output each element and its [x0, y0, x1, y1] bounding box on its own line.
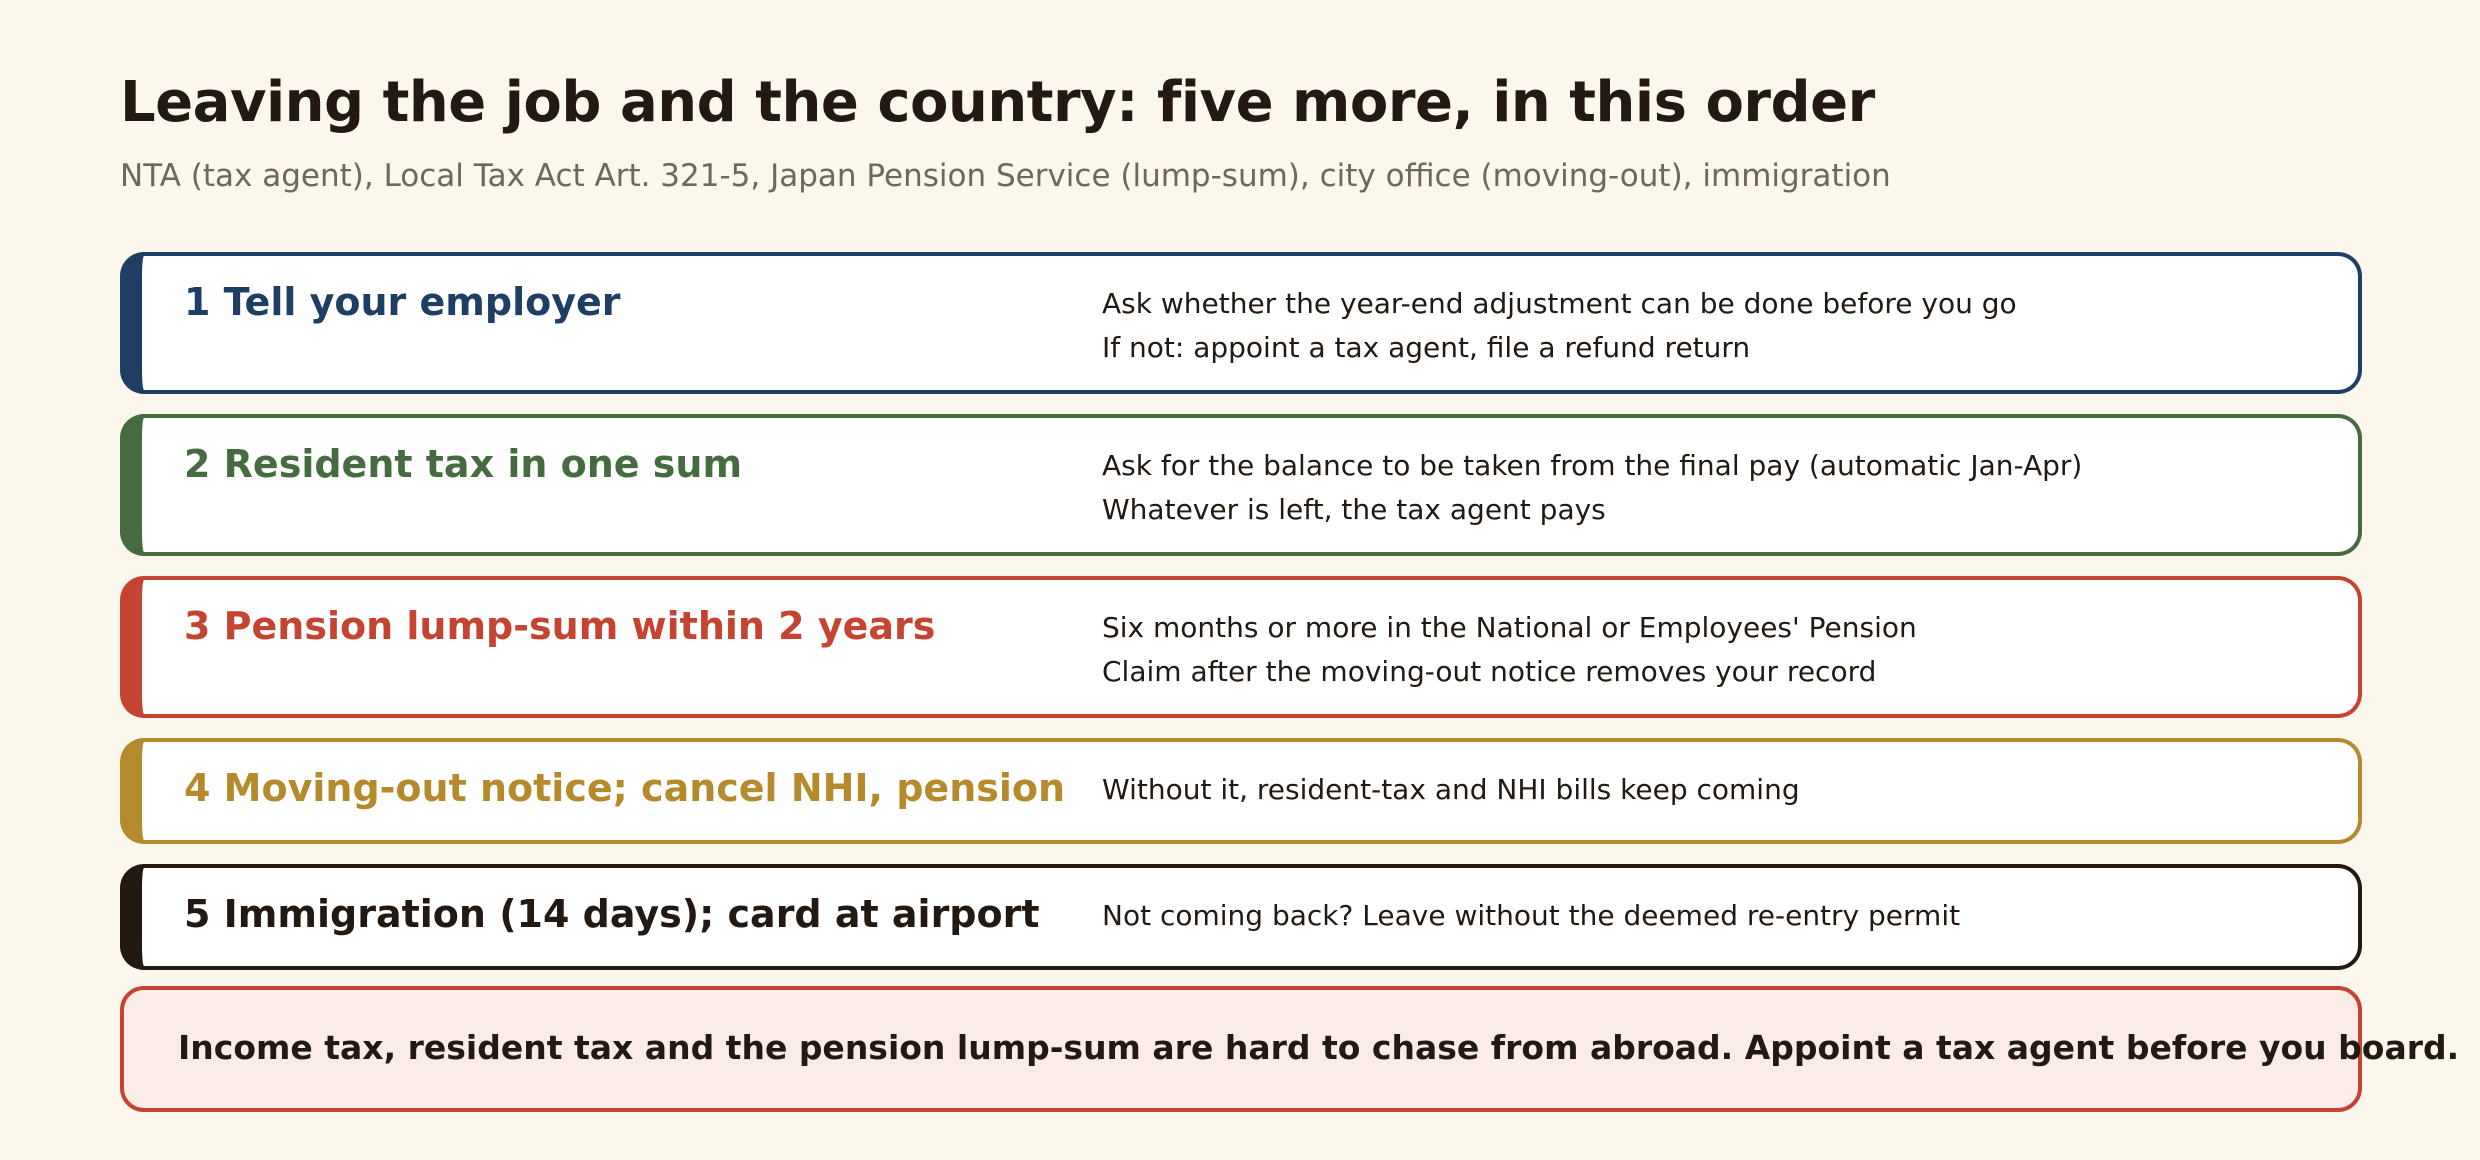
warning-callout — [120, 986, 2460, 1112]
step-notes — [1102, 606, 1917, 694]
page-subtitle: NTA (tax agent), Local Tax Act Art. 321-5, Japan Pension Service (lump-sum), city office (moving-out), immigration — [120, 158, 1891, 194]
page — [120, 0, 2460, 1160]
step-note: Ask for the balance to be taken from the final pay (automatic Jan-Apr) — [1102, 449, 2083, 482]
step-notes — [1102, 894, 1960, 938]
step-card-5 — [120, 864, 2362, 970]
step-title: 3 Pension lump-sum within 2 years — [184, 604, 936, 648]
step-title: 5 Immigration (14 days); card at airport — [184, 892, 1040, 936]
step-note: Six months or more in the National or Employees' Pension — [1102, 611, 1917, 644]
page-title: Leaving the job and the country: five more, in this order — [120, 70, 1875, 135]
step-card-3 — [120, 576, 2362, 718]
step-notes — [1102, 768, 1800, 812]
step-note: If not: appoint a tax agent, file a refund return — [1102, 331, 1751, 364]
step-notes — [1102, 444, 2082, 532]
step-card-4 — [120, 738, 2362, 844]
step-title: 2 Resident tax in one sum — [184, 442, 743, 486]
step-note: Not coming back? Leave without the deemed re-entry permit — [1102, 899, 1961, 932]
step-note: Claim after the moving-out notice removes your record — [1102, 655, 1877, 688]
step-card-1 — [120, 252, 2362, 394]
step-note: Ask whether the year-end adjustment can be done before you go — [1102, 287, 2017, 320]
step-title: 1 Tell your employer — [184, 280, 621, 324]
warning-text: Income tax, resident tax and the pension lump-sum are hard to chase from abroad. Appoint a tax agent before you board. — [178, 1028, 2460, 1067]
step-title: 4 Moving-out notice; cancel NHI, pension — [184, 766, 1066, 810]
step-notes — [1102, 282, 2017, 370]
step-note: Whatever is left, the tax agent pays — [1102, 493, 1606, 526]
step-card-2 — [120, 414, 2362, 556]
step-note: Without it, resident-tax and NHI bills keep coming — [1102, 773, 1800, 806]
steps-list — [120, 252, 2362, 990]
